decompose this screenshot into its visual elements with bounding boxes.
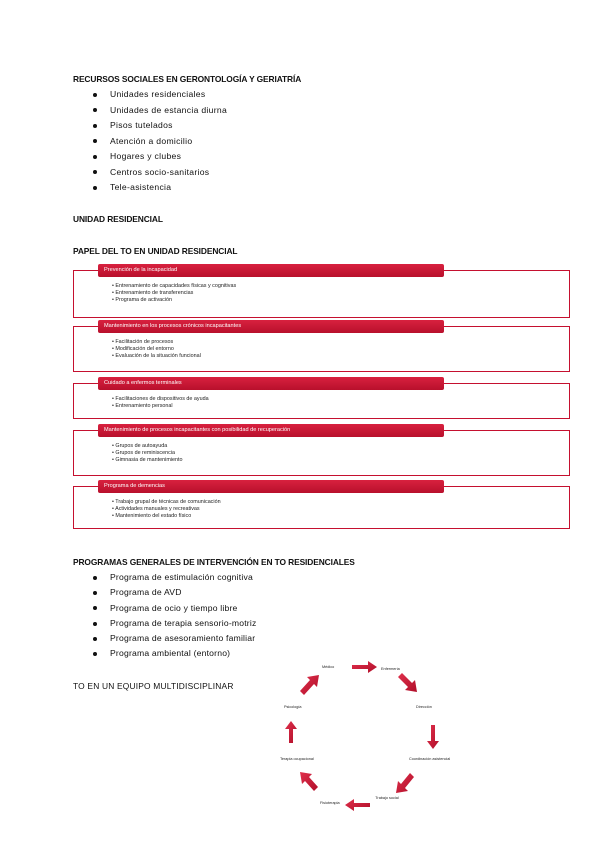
cycle-arrow	[300, 772, 318, 791]
cycle-arrow	[427, 725, 439, 749]
list-item: Hogares y clubes	[93, 149, 227, 165]
block-header: Programa de demencias	[98, 480, 444, 493]
block-header: Prevención de la incapacidad	[98, 264, 444, 277]
block-items	[112, 396, 209, 410]
list-item: • Evaluación de la situación funcional	[112, 353, 201, 360]
cycle-label: Coordinación asistencial	[409, 757, 451, 761]
list-item: Centros socio-sanitarios	[93, 165, 227, 181]
cycle-label: Dirección	[416, 705, 432, 709]
list-item: Unidades residenciales	[93, 87, 227, 103]
cycle-arrow	[285, 721, 297, 743]
list-item: Pisos tutelados	[93, 118, 227, 134]
list-item: • Grupos de reminiscencia	[112, 450, 183, 457]
list-item: Tele-asistencia	[93, 180, 227, 196]
block-items	[112, 499, 221, 519]
list-item: • Grupos de autoayuda	[112, 443, 183, 450]
section-title-recursos: RECURSOS SOCIALES EN GERONTOLOGÍA Y GERIATRÍA	[73, 74, 302, 84]
cycle-arrow	[396, 773, 414, 793]
list-item: Programa de ocio y tiempo libre	[93, 601, 256, 616]
cycle-arrow	[398, 673, 417, 692]
section-title-programas: PROGRAMAS GENERALES DE INTERVENCIÓN EN TO RESIDENCIALES	[73, 557, 355, 567]
list-item: Atención a domicilio	[93, 134, 227, 150]
block-items	[112, 443, 183, 463]
section-title-equipo: TO EN UN EQUIPO MULTIDISCIPLINAR	[73, 681, 234, 691]
programas-list	[93, 570, 256, 662]
block-header: Mantenimiento de procesos incapacitantes con posibilidad de recuperación	[98, 424, 444, 437]
list-item: Programa de asesoramiento familiar	[93, 631, 256, 646]
list-item: Programa de estimulación cognitiva	[93, 570, 256, 585]
list-item: • Entrenamiento de transferencias	[112, 290, 236, 297]
cycle-arrow	[345, 799, 370, 811]
block-items	[112, 339, 201, 359]
list-item: • Mantenimiento del estado físico	[112, 513, 221, 520]
list-item: • Programa de activación	[112, 297, 236, 304]
cycle-label: Psicología	[284, 705, 302, 709]
block-items	[112, 283, 236, 303]
list-item: • Actividades manuales y recreativas	[112, 506, 221, 513]
list-item: Programa de AVD	[93, 585, 256, 600]
list-item: Programa de terapia sensorio-motriz	[93, 616, 256, 631]
list-item: • Trabajo grupal de técnicas de comunicación	[112, 499, 221, 506]
list-item: • Entrenamiento de capacidades físicas y cognitivas	[112, 283, 236, 290]
cycle-label: Trabajo social	[375, 796, 399, 800]
block-header: Mantenimiento en los procesos crónicos incapacitantes	[98, 320, 444, 333]
list-item: • Entrenamiento personal	[112, 403, 209, 410]
list-item: • Modificación del entorno	[112, 346, 201, 353]
cycle-label: Médico	[322, 665, 335, 669]
cycle-label: Fisioterapia	[320, 801, 340, 805]
cycle-arrows	[278, 655, 451, 815]
list-item: • Facilitación de procesos	[112, 339, 201, 346]
cycle-label: Enfermería	[381, 667, 400, 671]
cycle-arrow	[352, 661, 377, 673]
cycle-arrow	[300, 675, 319, 695]
list-item: Programa ambiental (entorno)	[93, 646, 256, 661]
multidisciplinary-cycle-diagram	[278, 655, 451, 815]
section-title-papel: PAPEL DEL TO EN UNIDAD RESIDENCIAL	[73, 246, 238, 256]
list-item: Unidades de estancia diurna	[93, 103, 227, 119]
list-item: • Gimnasia de mantenimiento	[112, 457, 183, 464]
cycle-label: Terapia ocupacional	[280, 757, 314, 761]
section-title-unidad: UNIDAD RESIDENCIAL	[73, 214, 163, 224]
block-header: Cuidado a enfermos terminales	[98, 377, 444, 390]
list-item: • Facilitaciones de dispositivos de ayuda	[112, 396, 209, 403]
